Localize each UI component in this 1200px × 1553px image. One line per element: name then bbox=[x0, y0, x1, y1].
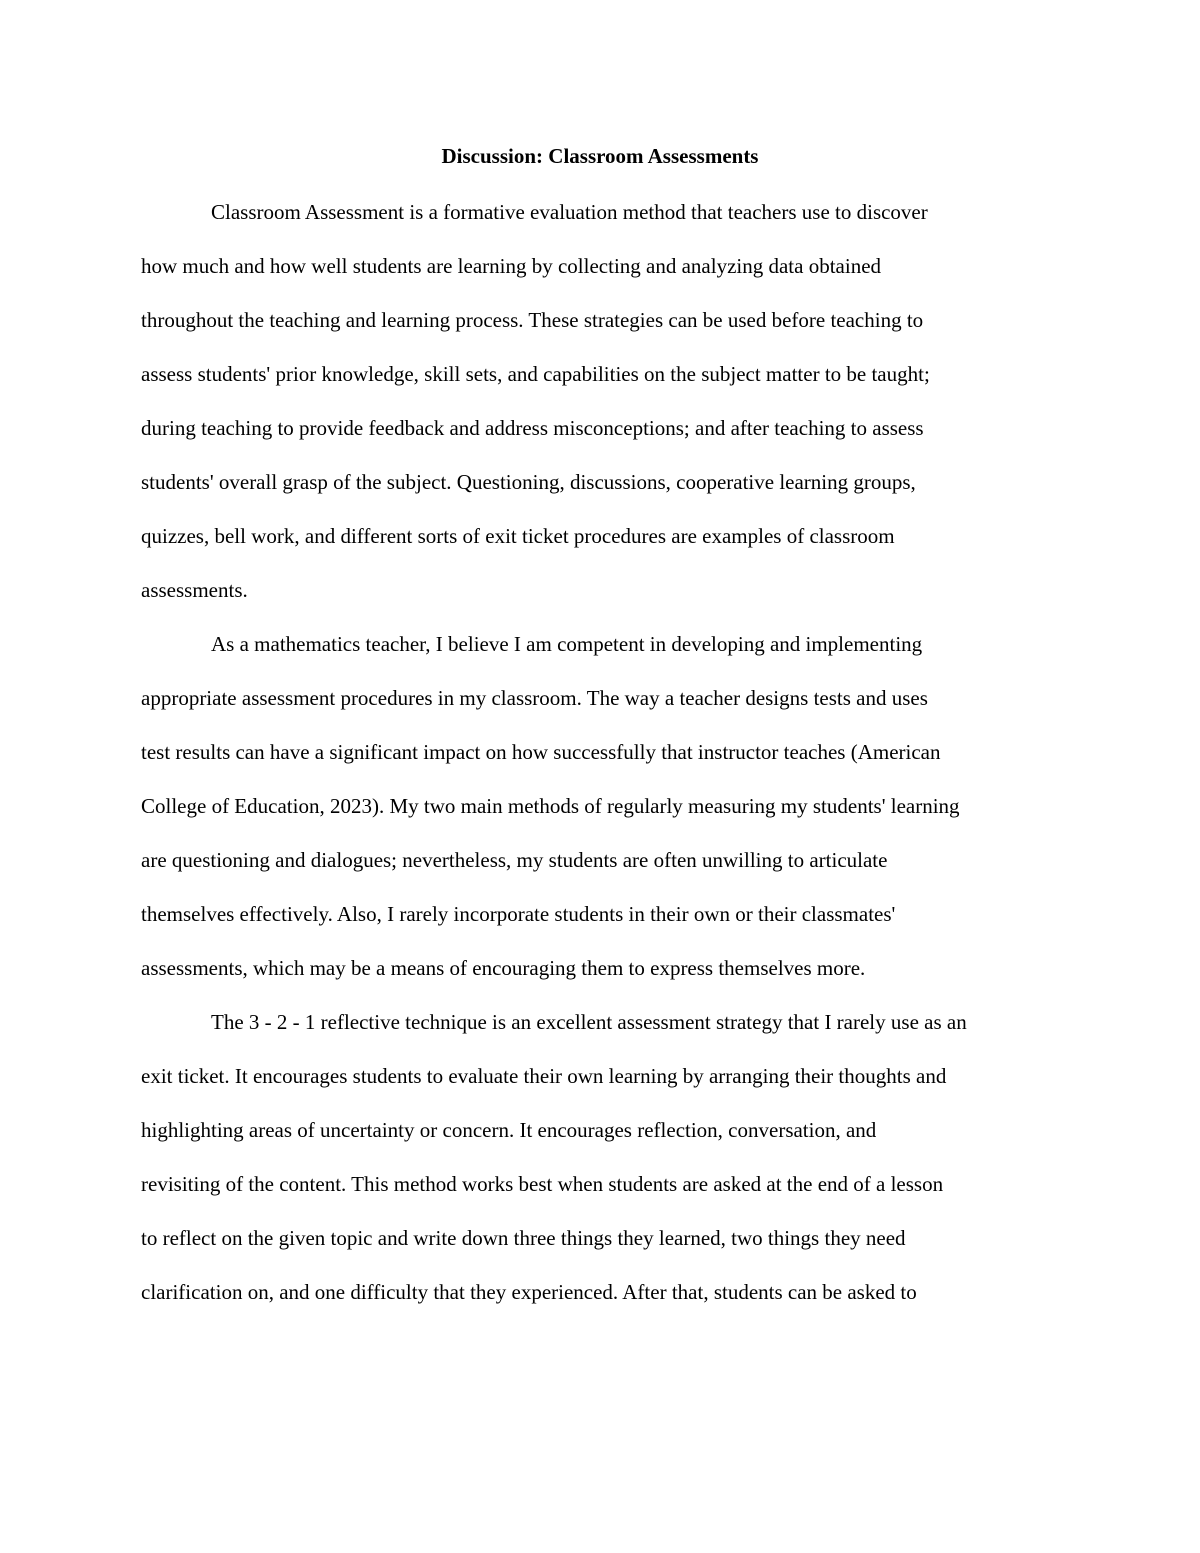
paragraph-2-line-3: test results can have a significant impact on how successfully that instructor teaches (American bbox=[141, 740, 941, 764]
paragraph-3-line-2: exit ticket. It encourages students to evaluate their own learning by arranging their thoughts and bbox=[141, 1064, 947, 1088]
paragraph-2-line-6: themselves effectively. Also, I rarely incorporate students in their own or their classmates' bbox=[141, 902, 896, 926]
paragraph-1-line-8: assessments. bbox=[141, 578, 248, 602]
paragraph-2-line-4: College of Education, 2023). My two main methods of regularly measuring my students' learning bbox=[141, 794, 960, 818]
paragraph-2-line-2: appropriate assessment procedures in my classroom. The way a teacher designs tests and uses bbox=[141, 686, 928, 710]
paragraph-1-line-4: assess students' prior knowledge, skill sets, and capabilities on the subject matter to be taught; bbox=[141, 362, 930, 386]
paragraph-3-line-1: The 3 - 2 - 1 reflective technique is an excellent assessment strategy that I rarely use as an bbox=[211, 1010, 967, 1034]
paragraph-1-line-3: throughout the teaching and learning process. These strategies can be used before teaching to bbox=[141, 308, 924, 332]
paragraph-2-line-1: As a mathematics teacher, I believe I am competent in developing and implementing bbox=[211, 632, 923, 656]
paragraph-3-line-4: revisiting of the content. This method works best when students are asked at the end of a lesson bbox=[141, 1172, 944, 1196]
paragraph-3-line-5: to reflect on the given topic and write down three things they learned, two things they need bbox=[141, 1226, 906, 1250]
paragraph-1-line-5: during teaching to provide feedback and address misconceptions; and after teaching to assess bbox=[141, 416, 924, 440]
paragraph-1-line-2: how much and how well students are learning by collecting and analyzing data obtained bbox=[141, 254, 882, 278]
paragraph-1-line-1: Classroom Assessment is a formative evaluation method that teachers use to discover bbox=[211, 200, 928, 224]
paragraph-1-line-7: quizzes, bell work, and different sorts of exit ticket procedures are examples of classroom bbox=[141, 524, 895, 548]
paragraph-2-line-7: assessments, which may be a means of encouraging them to express themselves more. bbox=[141, 956, 866, 980]
paragraph-3-line-3: highlighting areas of uncertainty or concern. It encourages reflection, conversation, and bbox=[141, 1118, 877, 1142]
document-title: Discussion: Classroom Assessments bbox=[441, 144, 759, 168]
paragraph-3-line-6: clarification on, and one difficulty that they experienced. After that, students can be asked to bbox=[141, 1280, 917, 1304]
paragraph-1-line-6: students' overall grasp of the subject. Questioning, discussions, cooperative learning groups, bbox=[141, 470, 916, 494]
paragraph-2-line-5: are questioning and dialogues; nevertheless, my students are often unwilling to articulate bbox=[141, 848, 888, 872]
